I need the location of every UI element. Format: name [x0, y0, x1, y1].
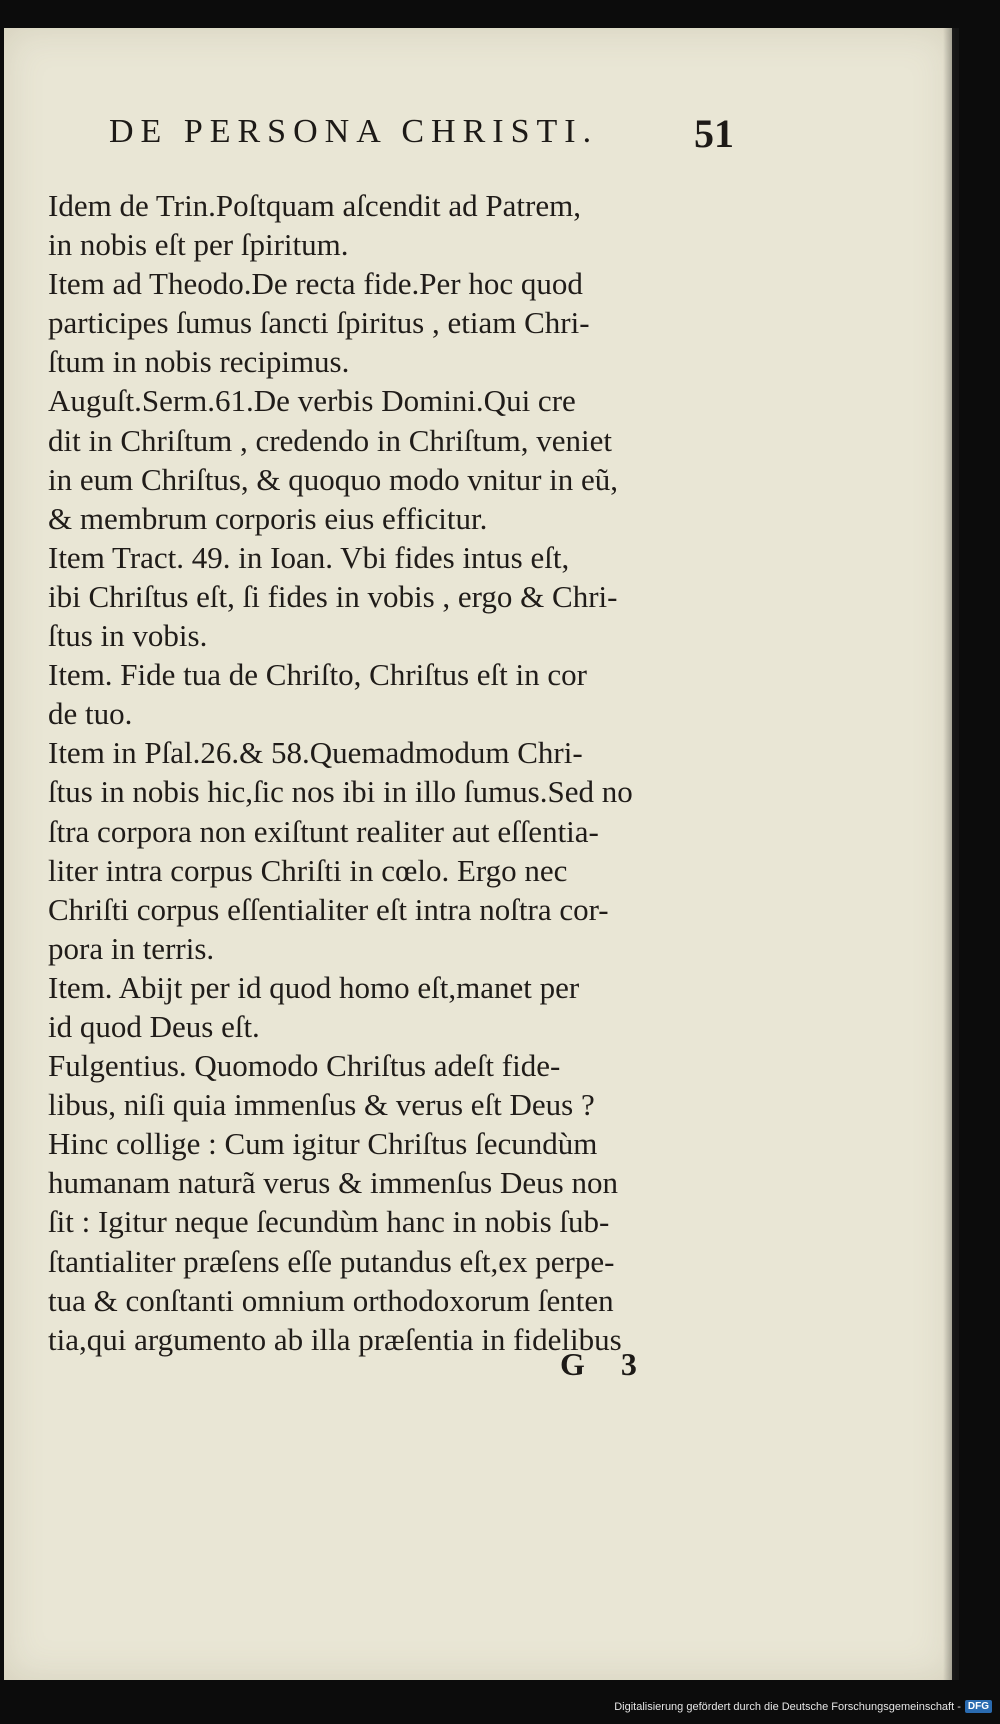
signature-mark: G 3 — [560, 1346, 651, 1382]
text-line: & membrum corporis eius efficitur. — [48, 500, 488, 536]
text-line: ſit : Igitur neque ſecundùm hanc in nobis ſub- — [48, 1204, 610, 1240]
text-line: Auguſt.Serm.61.De verbis Domini.Qui cre — [48, 383, 576, 419]
text-line: Hinc collige : Cum igitur Chriſtus ſecundùm — [48, 1126, 598, 1162]
text-line: Idem de Trin.Poſtquam aſcendit ad Patrem, — [48, 188, 581, 223]
body-text — [48, 186, 738, 1359]
text-line: id quod Deus eſt. — [48, 1008, 260, 1044]
digitization-credit — [614, 1700, 992, 1713]
text-line: in eum Chriſtus, & quoquo modo vnitur in eũ, — [48, 461, 619, 497]
text-line: Item. Fide tua de Chriſto, Chriſtus eſt in cor — [48, 657, 587, 693]
text-line: libus, niſi quia immenſus & verus eſt Deus ? — [48, 1087, 595, 1123]
text-line: ſtus in nobis hic,ſic nos ibi in illo ſumus.Sed no — [48, 774, 633, 810]
text-line: Fulgentius. Quomodo Chriſtus adeſt fide- — [48, 1048, 561, 1084]
text-line: ſtus in vobis. — [48, 618, 208, 654]
text-line: Item Tract. 49. in Ioan. Vbi fides intus eſt, — [48, 539, 570, 575]
running-title: DE PERSONA CHRISTI. — [109, 113, 599, 150]
text-line: liter intra corpus Chriſti in cœlo. Ergo nec — [48, 852, 568, 888]
text-line: participes ſumus ſancti ſpiritus , etiam Chri- — [48, 305, 590, 341]
text-line: Chriſti corpus eſſentialiter eſt intra noſtra cor- — [48, 891, 609, 927]
text-line: humanam naturã verus & immenſus Deus non — [48, 1165, 618, 1201]
text-line: tua & conſtanti omnium orthodoxorum ſenten — [48, 1282, 614, 1318]
dfg-logo: DFG — [965, 1700, 992, 1713]
text-line: Item. Abijt per id quod homo eſt,manet per — [48, 969, 580, 1005]
text-line: dit in Chriſtum , credendo in Chriſtum, veniet — [48, 422, 612, 458]
text-line: ſtantialiter præſens eſſe putandus eſt,ex perpe- — [48, 1243, 615, 1279]
text-line: ibi Chriſtus eſt, ſi fides in vobis , ergo & Chri- — [48, 578, 618, 614]
text-line: tia,qui argumento ab illa præſentia in fidelibus — [48, 1321, 622, 1357]
page-number: 51 — [694, 111, 734, 156]
text-line: in nobis eſt per ſpiritum. — [48, 227, 349, 263]
text-line: ſtra corpora non exiſtunt realiter aut eſſentia- — [48, 813, 599, 849]
book-page — [4, 28, 955, 1680]
text-line: ſtum in nobis recipimus. — [48, 344, 350, 380]
text-line: de tuo. — [48, 696, 133, 732]
text-line: pora in terris. — [48, 930, 215, 966]
credit-text: Digitalisierung gefördert durch die Deutsche Forschungsgemeinschaft - — [614, 1700, 961, 1713]
text-line: Item ad Theodo.De recta fide.Per hoc quod — [48, 266, 583, 302]
text-line: Item in Pſal.26.& 58.Quemadmodum Chri- — [48, 735, 583, 771]
